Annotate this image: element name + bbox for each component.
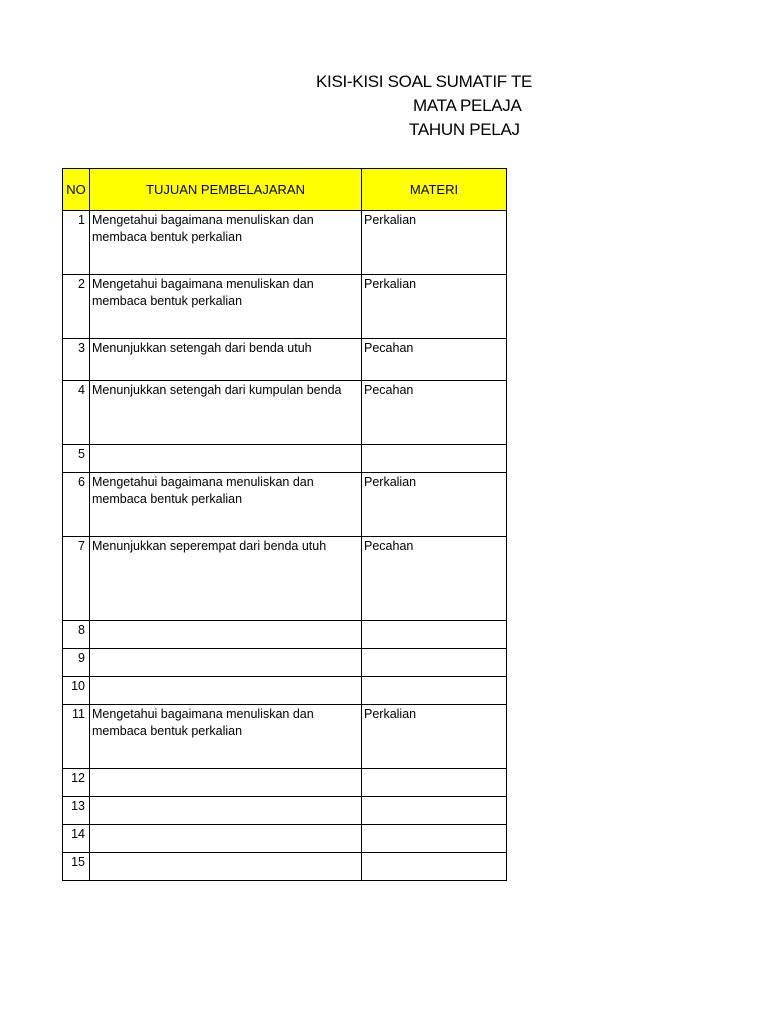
row-tujuan: [90, 649, 362, 677]
row-materi: [362, 621, 507, 649]
table-row: [63, 211, 507, 275]
table-row: [63, 339, 507, 381]
row-materi: Perkalian: [362, 705, 507, 769]
document-title-line-3: TAHUN PELAJ: [409, 120, 520, 139]
row-tujuan: [90, 677, 362, 705]
row-number: 3: [63, 339, 90, 381]
row-number: 7: [63, 537, 90, 621]
kisi-kisi-table: [62, 168, 507, 881]
table-row: [63, 677, 507, 705]
row-materi: Pecahan: [362, 537, 507, 621]
row-tujuan: Mengetahui bagaimana menuliskan dan membaca bentuk perkalian: [90, 705, 362, 769]
table-row: [63, 445, 507, 473]
row-tujuan: Menunjukkan setengah dari kumpulan benda: [90, 381, 362, 445]
table-row: [63, 705, 507, 769]
row-tujuan: Mengetahui bagaimana menuliskan dan membaca bentuk perkalian: [90, 275, 362, 339]
row-number: 8: [63, 621, 90, 649]
column-header-materi: MATERI: [362, 169, 507, 211]
row-number: 9: [63, 649, 90, 677]
row-tujuan: Mengetahui bagaimana menuliskan dan membaca bentuk perkalian: [90, 473, 362, 537]
row-tujuan: [90, 797, 362, 825]
row-tujuan: [90, 445, 362, 473]
row-materi: [362, 797, 507, 825]
row-number: 1: [63, 211, 90, 275]
row-number: 12: [63, 769, 90, 797]
row-number: 10: [63, 677, 90, 705]
row-number: 14: [63, 825, 90, 853]
row-materi: [362, 677, 507, 705]
table-row: [63, 381, 507, 445]
table-row: [63, 769, 507, 797]
table-row: [63, 825, 507, 853]
row-number: 11: [63, 705, 90, 769]
row-materi: [362, 825, 507, 853]
row-materi: [362, 769, 507, 797]
row-number: 13: [63, 797, 90, 825]
row-materi: [362, 649, 507, 677]
row-number: 15: [63, 853, 90, 881]
row-number: 2: [63, 275, 90, 339]
row-number: 4: [63, 381, 90, 445]
row-number: 5: [63, 445, 90, 473]
row-tujuan: [90, 621, 362, 649]
document-title-line-1: KISI-KISI SOAL SUMATIF TE: [316, 72, 533, 91]
row-tujuan: Menunjukkan setengah dari benda utuh: [90, 339, 362, 381]
row-materi: Perkalian: [362, 275, 507, 339]
row-tujuan: [90, 825, 362, 853]
row-number: 6: [63, 473, 90, 537]
table-row: [63, 275, 507, 339]
row-materi: Pecahan: [362, 381, 507, 445]
row-materi: Pecahan: [362, 339, 507, 381]
column-header-no: NO: [63, 169, 90, 211]
table-row: [63, 853, 507, 881]
row-tujuan: [90, 769, 362, 797]
table-header-row: [63, 169, 507, 211]
table-row: [63, 649, 507, 677]
table-row: [63, 473, 507, 537]
table-row: [63, 621, 507, 649]
column-header-tujuan: TUJUAN PEMBELAJARAN: [90, 169, 362, 211]
row-tujuan: Menunjukkan seperempat dari benda utuh: [90, 537, 362, 621]
document-title-line-2: MATA PELAJA: [413, 96, 522, 115]
table-row: [63, 537, 507, 621]
table-row: [63, 797, 507, 825]
row-tujuan: [90, 853, 362, 881]
row-materi: Perkalian: [362, 473, 507, 537]
kisi-kisi-table-container: [62, 168, 506, 881]
row-tujuan: Mengetahui bagaimana menuliskan dan membaca bentuk perkalian: [90, 211, 362, 275]
document-title-block: [0, 70, 533, 142]
row-materi: [362, 445, 507, 473]
row-materi: [362, 853, 507, 881]
row-materi: Perkalian: [362, 211, 507, 275]
